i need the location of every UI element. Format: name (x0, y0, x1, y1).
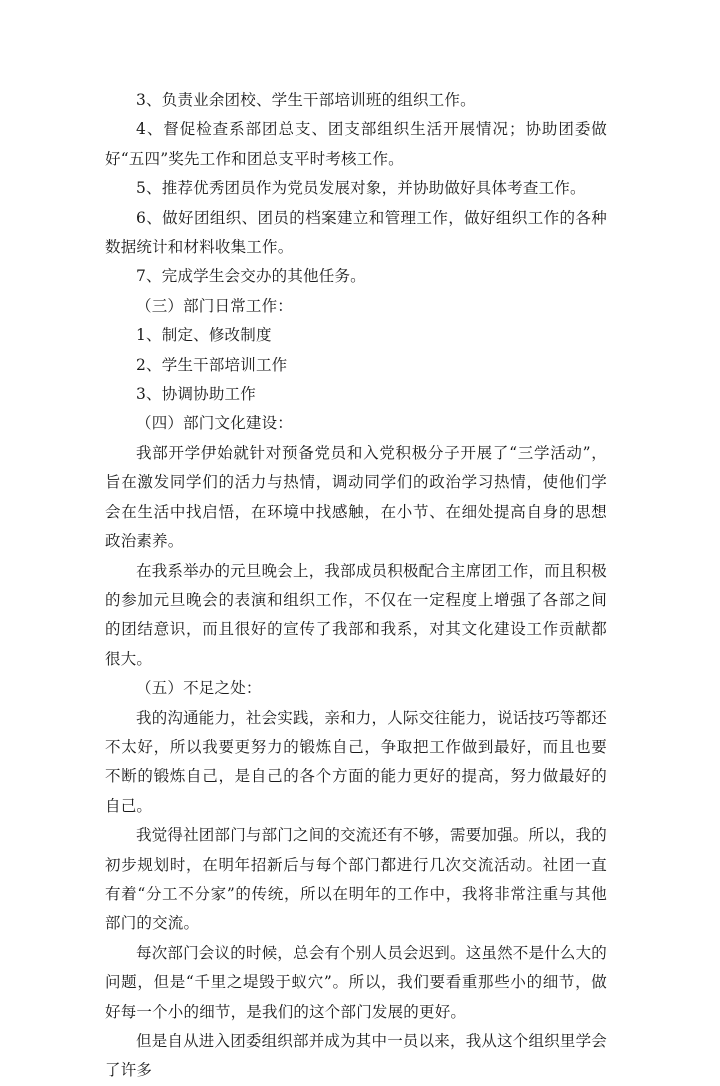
paragraph-duty-3: 3、负责业余团校、学生干部培训班的组织工作。 (136, 91, 476, 109)
document-body (105, 86, 607, 1086)
paragraph-culture-1: 我部开学伊始就针对预备党员和入党积极分子开展了“三学活动”，旨在激发同学们的活力与热情，调动同学们的政治学习热情，使他们学会在生活中找启悟，在环境中找感触，在小节、在细处提高自身的思想政治素养。 (105, 443, 607, 551)
list-item-daily-2: 2、学生干部培训工作 (136, 355, 288, 374)
paragraph-duty-7: 7、完成学生会交办的其他任务。 (136, 267, 366, 286)
paragraph-shortcoming-3: 每次部门会议的时候，总会有个别人员会迟到。这虽然不是什么大的问题，但是“千里之堤毁于蚁穴”。所以，我们要看重那些小的细节，做好每一个小的细节，是我们的这个部门发展的更好。 (105, 943, 608, 1021)
paragraph-shortcoming-2: 我觉得社团部门与部门之间的交流还有不够，需要加强。所以，我的初步规划时，在明年招新后与每个部门都进行几次交流活动。社团一直有着“分工不分家”的传统，所以在明年的工作中，我将非常注重与其他部门的交流。 (105, 826, 608, 933)
paragraph-shortcoming-1: 我的沟通能力，社会实践，亲和力，人际交往能力，说话技巧等都还不太好，所以我要更努力的锻炼自己，争取把工作做到最好，而且也要不断的锻炼自己，是自己的各个方面的能力更好的提高，努力做最好的自己。 (105, 708, 608, 815)
list-item-daily-1: 1、制定、修改制度 (136, 326, 272, 345)
paragraph-closing: 但是自从进入团委组织部并成为其中一员以来，我从这个组织里学会了许多 (105, 1032, 608, 1080)
paragraph-culture-2: 在我系举办的元旦晚会上，我部成员积极配合主席团工作，而且积极的参加元旦晚会的表演和组织工作，不仅在一定程度上增强了各部之间的团结意识，而且很好的宣传了我部和我系，对其文化建设工作贡献都很大。 (105, 561, 608, 668)
paragraph-duty-6: 6、做好团组织、团员的档案建立和管理工作，做好组织工作的各种数据统计和材料收集工作。 (105, 208, 607, 257)
section-heading-daily-work: （三）部门日常工作： (136, 296, 294, 315)
section-heading-culture: （四）部门文化建设： (136, 414, 294, 433)
paragraph-duty-5: 5、推荐优秀团员作为党员发展对象，并协助做好具体考查工作。 (136, 179, 586, 198)
list-item-daily-3: 3、协调协助工作 (136, 385, 256, 404)
section-heading-shortcomings: （五）不足之处： (136, 679, 262, 698)
paragraph-duty-4: 4、督促检查系部团总支、团支部组织生活开展情况；协助团委做好“五四”奖先工作和团总支平时考核工作。 (105, 120, 607, 168)
